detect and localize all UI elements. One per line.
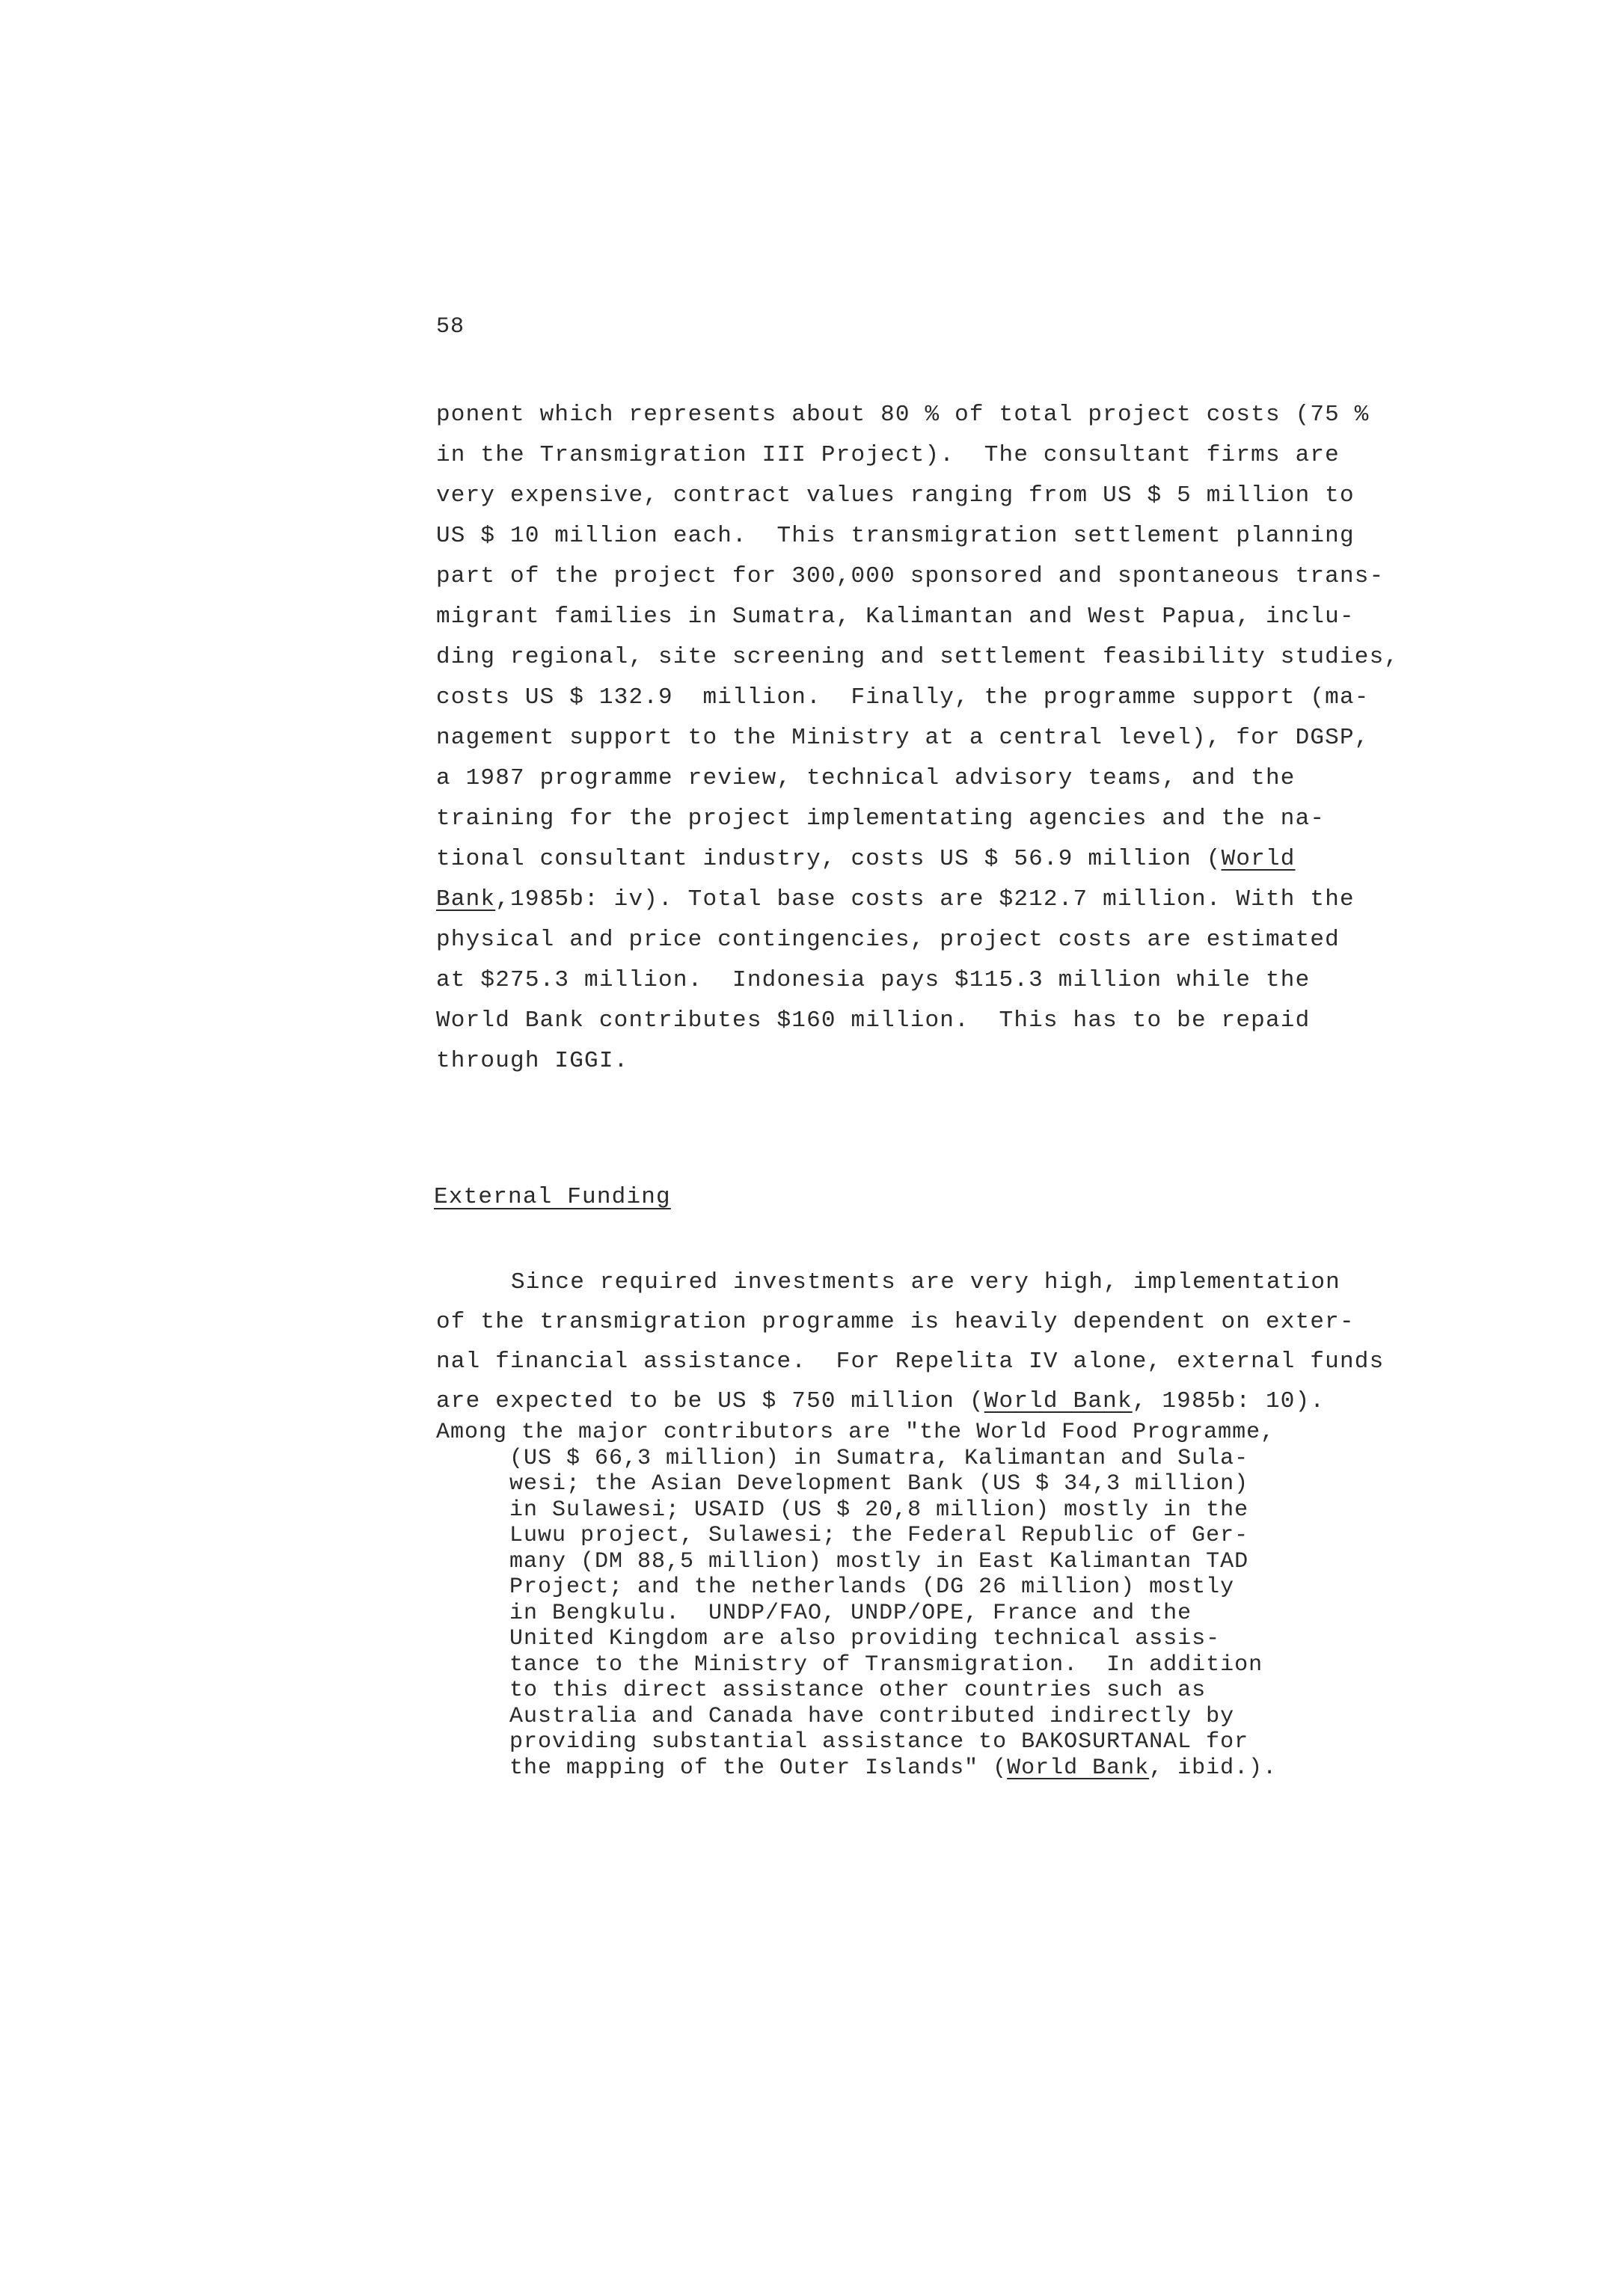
text-line: in Bengkulu. UNDP/FAO, UNDP/OPE, France and the: [509, 1600, 1192, 1626]
text-line: many (DM 88,5 million) mostly in East Kalimantan TAD: [509, 1548, 1249, 1574]
text-line: US $ 10 million each. This transmigration settlement planning: [436, 523, 1355, 549]
text-line: [436, 1755, 1498, 1782]
text-line: through IGGI.: [436, 1048, 629, 1074]
text-line: migrant families in Sumatra, Kalimantan and West Papua, inclu-: [436, 604, 1355, 630]
text-segment: tional consultant industry, costs US $ 56.9 million (: [436, 846, 1222, 872]
paragraph-external-funding: [436, 1263, 1498, 1421]
text-line: very expensive, contract values ranging from US $ 5 million to: [436, 482, 1355, 509]
text-line: training for the project implementating agencies and the na-: [436, 806, 1326, 832]
text-line: (US $ 66,3 million) in Sumatra, Kalimantan and Sula-: [509, 1445, 1249, 1471]
text-line: providing substantial assistance to BAKOSURTANAL for: [509, 1729, 1249, 1755]
text-line: to this direct assistance other countries such as: [509, 1678, 1207, 1703]
block-quote: [436, 1420, 1498, 1781]
text-segment: ,1985b: iv). Total base costs are $212.7 million. With the: [495, 886, 1355, 912]
text-line: United Kingdom are also providing technical assis-: [509, 1626, 1221, 1651]
text-line: nagement support to the Ministry at a central level), for DGSP,: [436, 725, 1370, 751]
text-line: in Sulawesi; USAID (US $ 20,8 million) mostly in the: [509, 1497, 1249, 1523]
text-line: a 1987 programme review, technical advisory teams, and the: [436, 765, 1296, 791]
text-line: [436, 839, 1498, 880]
paragraph-project-costs: [436, 395, 1498, 1082]
text-segment: , ibid.).: [1149, 1755, 1278, 1781]
text-line: wesi; the Asian Development Bank (US $ 34,3 million): [509, 1471, 1249, 1497]
text-line: ponent which represents about 80 % of total project costs (75 %: [436, 402, 1370, 428]
text-line: [436, 1381, 1498, 1421]
text-line: tance to the Ministry of Transmigration. In addition: [509, 1651, 1263, 1678]
text-line: part of the project for 300,000 sponsored and spontaneous trans-: [436, 563, 1385, 589]
text-line: of the transmigration programme is heavily dependent on exter-: [436, 1309, 1355, 1335]
text-line: Project; and the netherlands (DG 26 million) mostly: [509, 1574, 1235, 1600]
page-number: 58: [436, 314, 465, 340]
text-line: Among the major contributors are "the World Food Programme,: [436, 1420, 1275, 1445]
text-segment: the mapping of the Outer Islands" (: [509, 1755, 1008, 1781]
citation-world-bank: World: [1221, 846, 1296, 872]
text-line: World Bank contributes $160 million. This has to be repaid: [436, 1007, 1311, 1034]
citation-world-bank: World Bank: [984, 1388, 1133, 1414]
text-line: in the Transmigration III Project). The consultant firms are: [436, 442, 1340, 468]
text-line: Since required investments are very high, implementation: [511, 1269, 1340, 1295]
text-line: costs US $ 132.9 million. Finally, the programme support (ma-: [436, 684, 1370, 711]
section-heading: External Funding: [434, 1184, 671, 1210]
text-line: nal financial assistance. For Repelita IV alone, external funds: [436, 1349, 1385, 1375]
text-line: Australia and Canada have contributed indirectly by: [509, 1703, 1235, 1729]
citation-bank: Bank: [436, 886, 496, 912]
text-segment: , 1985b: 10).: [1132, 1388, 1326, 1414]
text-line: physical and price contingencies, project costs are estimated: [436, 927, 1340, 953]
text-segment: are expected to be US $ 750 million (: [436, 1388, 984, 1414]
text-line: at $275.3 million. Indonesia pays $115.3 million while the: [436, 967, 1311, 993]
citation-world-bank: World Bank: [1007, 1755, 1150, 1781]
text-line: ding regional, site screening and settlement feasibility studies,: [436, 644, 1400, 670]
text-line: Luwu project, Sulawesi; the Federal Republic of Ger-: [509, 1523, 1249, 1548]
text-line: [436, 880, 1498, 920]
